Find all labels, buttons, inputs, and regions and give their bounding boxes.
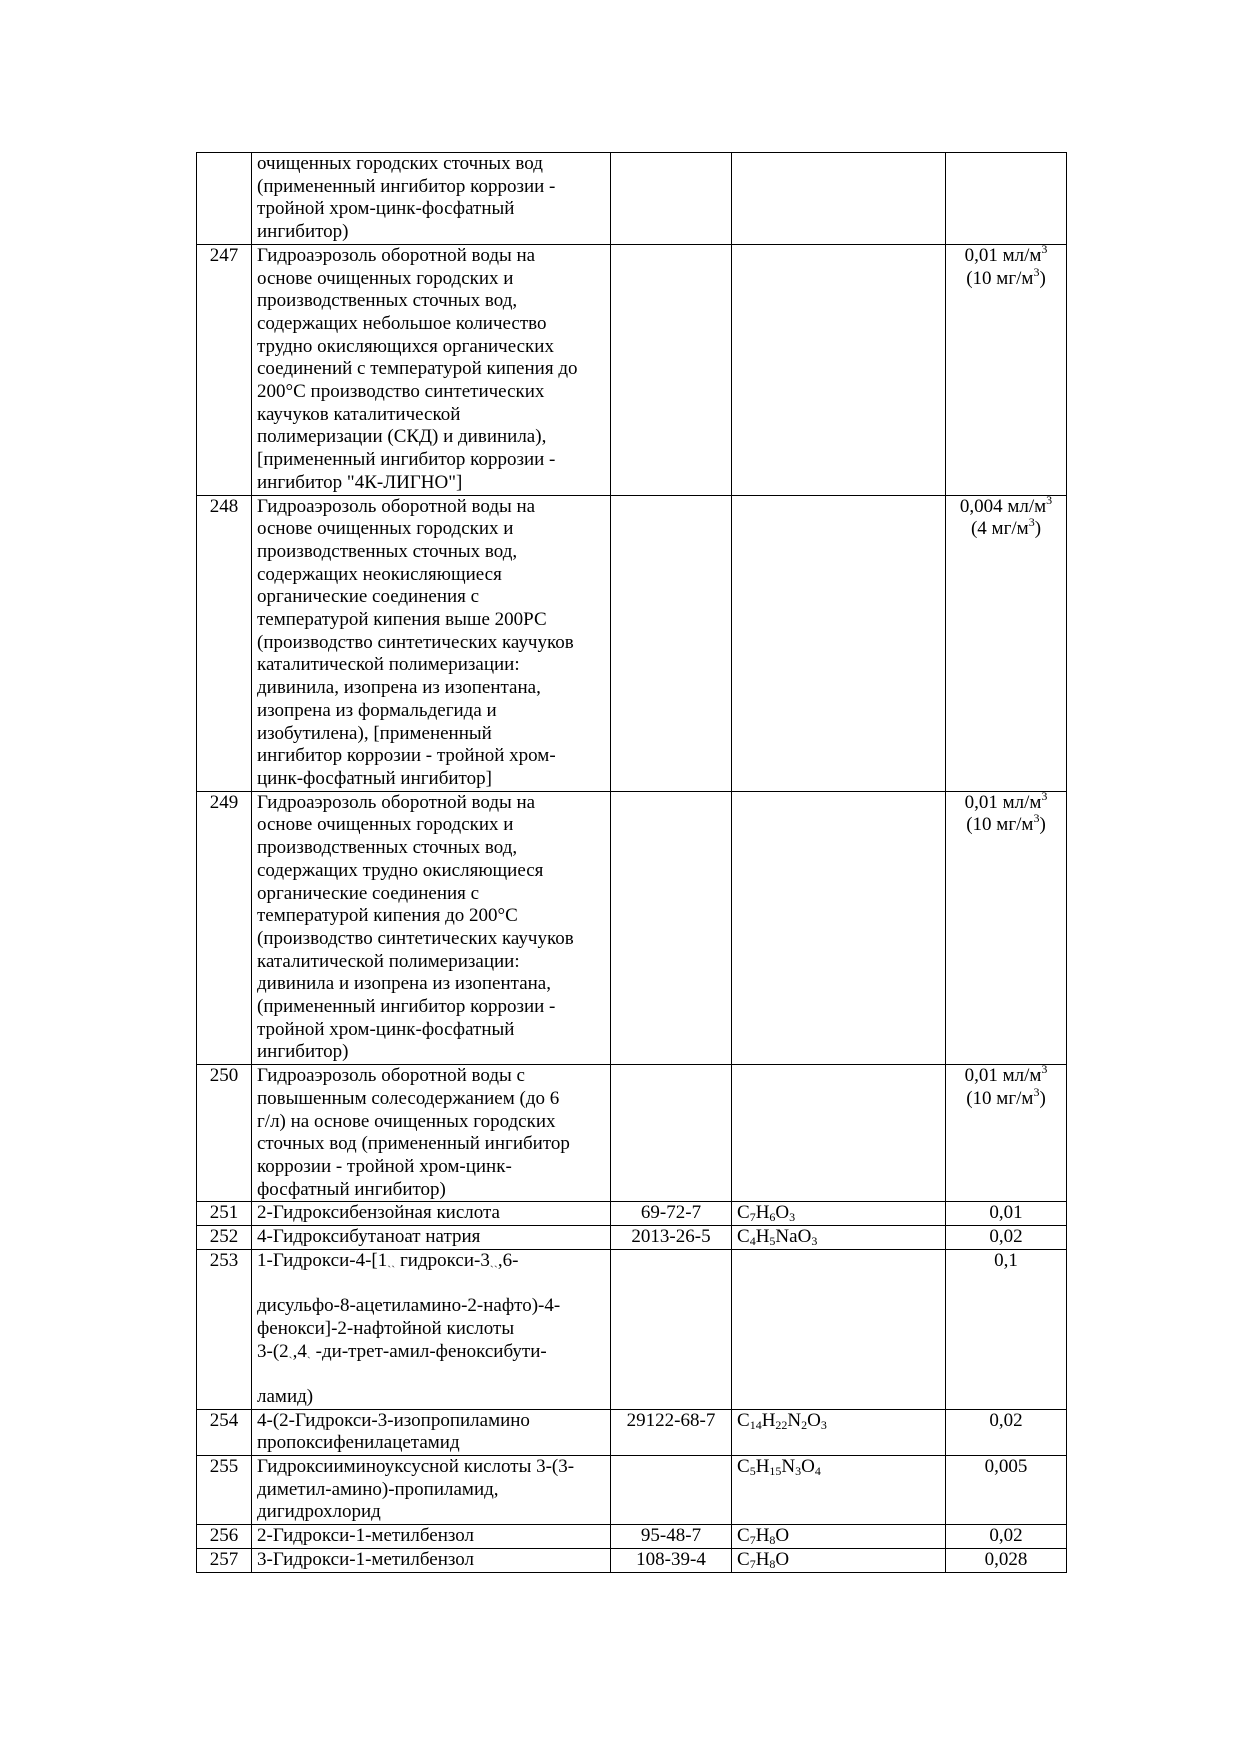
limit-value [946,1525,1067,1549]
name-line: трудно окисляющихся органических [257,335,554,357]
name-line: пропоксифенилацетамид [257,1432,460,1454]
value-line [951,1226,1061,1249]
name-line: коррозии - тройной хром-цинк- [257,1155,512,1177]
text-run: N [781,1456,796,1478]
subscript: 4 [814,1464,821,1479]
name-line: производственных сточных вод, [257,837,518,859]
table-row [197,1548,1067,1572]
chemical-formula [732,1226,946,1250]
table-row [197,244,1067,495]
chemical-formula [732,495,946,791]
subscript: 5 [769,1234,776,1249]
limit-value [946,1548,1067,1572]
text-run: 1-Гидрокси-4-[1 [257,1249,388,1271]
name-line: (производство синтетических каучуков [257,927,574,949]
text-run: NaO [775,1226,812,1248]
text-run: ) [1039,267,1046,289]
text-run: O [775,1548,790,1570]
name-line: дивинила, изопрена из изопентана, [257,677,541,699]
limit-value [946,241,1067,495]
table-row [197,1226,1067,1250]
table-row [197,1202,1067,1226]
row-number: 249 [197,791,252,1064]
text-run: C [737,1202,750,1224]
value-line [951,492,1061,519]
cas-number: 29122-68-7 [611,1409,732,1455]
subscript: 3 [795,1464,802,1479]
text-run: ) [1039,814,1046,836]
subscript: 6 [769,1210,776,1225]
text-run: H [761,1409,776,1431]
value-line [951,1410,1061,1433]
name-line: основе очищенных городских и [257,518,514,540]
name-line: Гидроксииминоуксусной кислоты 3-(3- [257,1456,575,1478]
value-line [951,1202,1061,1225]
name-line: температурой кипения выше 200РС [257,609,547,631]
value-line [951,788,1061,815]
superscript: 3 [1041,241,1048,256]
name-line: дигидрохлорид [257,1501,381,1523]
value-line [951,241,1061,268]
substance-name [252,153,611,245]
superscript: 3 [1028,515,1035,530]
table-row [197,495,1067,791]
text-run: 0,01 [989,1202,1023,1224]
name-line [257,1249,605,1277]
text-run: C [737,1226,750,1248]
name-line: [примененный ингибитор коррозии - [257,449,556,471]
chemical-formula [732,791,946,1064]
row-number: 247 [197,244,252,495]
superscript: 3 [1033,1084,1040,1099]
value-line [951,1525,1061,1548]
limit-value [946,1249,1067,1409]
name-line: производственных сточных вод, [257,290,518,312]
row-number: 256 [197,1525,252,1549]
name-line: 3-Гидрокси-1-метилбензол [257,1548,474,1570]
text-run: O [775,1525,790,1547]
substance-name [252,791,611,1064]
text-run: (4 мг/м [970,518,1029,540]
text-run: (10 мг/м [966,814,1034,836]
text-run: 0,01 мл/м [964,244,1042,266]
name-line: очищенных городских сточных вод [257,153,543,174]
name-line: органические соединения с [257,586,480,608]
limit-value [946,1409,1067,1455]
name-line: соединений с температурой кипения до [257,358,578,380]
chemical-formula [732,244,946,495]
text-run: 3-(2 [257,1340,289,1362]
limit-value [946,153,1067,245]
subscript: 5 [749,1464,756,1479]
substance-name [252,1548,611,1572]
text-run: O [807,1409,821,1431]
text-run: (10 мг/м [966,267,1034,289]
text-run: N [787,1409,802,1431]
table-row [197,1249,1067,1409]
text-run: C [737,1409,750,1431]
value-line [951,1084,1061,1111]
prime-mark: ` [288,1353,293,1368]
cas-number [611,1065,732,1202]
subscript: 3 [820,1417,827,1432]
limit-value [946,492,1067,791]
substance-name [252,1226,611,1250]
name-line: тройной хром-цинк-фосфатный [257,198,515,220]
table-row [197,1525,1067,1549]
name-line [257,1272,605,1295]
name-line: фосфатный ингибитор) [257,1178,446,1200]
name-line: каталитической полимеризации: [257,950,520,972]
text-run: 0,1 [994,1249,1018,1271]
limit-value [946,1202,1067,1226]
name-line: Гидроаэрозоль оборотной воды на [257,244,536,266]
name-line: ингибитор) [257,221,349,243]
chemical-formula [732,1525,946,1549]
subscript: 7 [749,1556,756,1571]
limit-value [946,1226,1067,1250]
text-run: ,4 [292,1340,307,1362]
name-line: г/л) на основе очищенных городских [257,1110,556,1132]
superscript: 3 [1033,811,1040,826]
chemical-formula [732,1249,946,1409]
text-run: ) [1034,518,1042,540]
name-line: 4-Гидроксибутаноат натрия [257,1226,481,1248]
limit-value [946,1062,1067,1202]
subscript: 15 [769,1464,782,1479]
name-line: производственных сточных вод, [257,540,518,562]
value-line [951,1456,1061,1479]
chemical-formula [732,1456,946,1525]
value-line [951,264,1061,291]
text-run: 0,02 [989,1409,1023,1431]
name-line: 2-Гидроксибензойная кислота [257,1202,500,1224]
substance-name [252,1249,611,1409]
text-run: O [801,1456,815,1478]
text-run: C [737,1525,750,1547]
row-number: 252 [197,1226,252,1250]
cas-number [611,495,732,791]
name-line: сточных вод (примененный ингибитор [257,1133,570,1155]
superscript: 3 [1041,788,1048,803]
table-row [197,791,1067,1064]
text-run: H [755,1548,770,1570]
cas-number [611,153,732,245]
chemical-formula [732,1548,946,1572]
value-line [951,1062,1061,1088]
name-line: диметил-амино)-пропиламид, [257,1478,499,1500]
substances-table [196,152,1067,1573]
subscript: 4 [749,1234,756,1249]
name-line: содержащих неокисляющиеся [257,563,502,585]
cas-number: 2013-26-5 [611,1226,732,1250]
text-run: 0,028 [984,1548,1028,1570]
table-row [197,1065,1067,1202]
name-line: фенокси]-2-нафтойной кислоты [257,1317,515,1339]
cas-number [611,1249,732,1409]
cas-number [611,1456,732,1525]
subscript: 8 [769,1556,776,1571]
value-line [951,1250,1061,1273]
row-number: 255 [197,1456,252,1525]
chemical-formula [732,1409,946,1455]
name-line: 2-Гидрокси-1-метилбензол [257,1525,474,1547]
text-run: 0,004 мл/м [959,495,1047,517]
row-number [197,153,252,245]
text-run: H [755,1456,770,1478]
name-line: ингибитор коррозии - тройной хром- [257,745,556,767]
name-line: Гидроаэрозоль оборотной воды на [257,791,536,813]
name-line: Гидроаэрозоль оборотной воды на [257,495,536,517]
text-run: 0,01 мл/м [964,1065,1042,1087]
table-row [197,1456,1067,1525]
name-line: содержащих небольшое количество [257,312,547,334]
name-line: содержащих трудно окисляющиеся [257,859,544,881]
limit-value [946,788,1067,1064]
name-line [257,1340,605,1368]
text-run: H [755,1202,770,1224]
substance-name [252,1202,611,1226]
cas-number: 69-72-7 [611,1202,732,1226]
value-line [951,515,1061,541]
row-number: 257 [197,1548,252,1572]
cas-number: 108-39-4 [611,1548,732,1572]
table-row [197,1409,1067,1455]
prime-mark: `` [387,1262,396,1277]
superscript: 3 [1046,492,1053,507]
subscript: 2 [801,1417,808,1432]
superscript: 3 [1033,264,1040,279]
row-number: 250 [197,1065,252,1202]
superscript: 3 [1041,1062,1048,1077]
substance-name [252,1409,611,1455]
text-run: H [755,1226,770,1248]
limit-value [946,1456,1067,1525]
text-run: 0,01 мл/м [964,791,1042,813]
value-line [951,811,1061,837]
subscript: 14 [749,1417,762,1432]
row-number: 251 [197,1202,252,1226]
chemical-formula [732,1202,946,1226]
text-run: 0,02 [989,1226,1023,1248]
name-line: 4-(2-Гидрокси-3-изопропиламино [257,1409,530,1431]
subscript: 22 [775,1417,788,1432]
value-line [951,1549,1061,1572]
cas-number [611,791,732,1064]
name-line: изобутилена), [примененный [257,722,492,744]
name-line: повышенным солесодержанием (до 6 [257,1087,560,1109]
substance-name [252,244,611,495]
row-number: 253 [197,1249,252,1409]
name-line: каталитической полимеризации: [257,654,520,676]
name-line: (производство синтетических каучуков [257,631,574,653]
name-line: изопрена из формальдегида и [257,699,497,721]
substance-name [252,1065,611,1202]
table-row [197,153,1067,245]
prime-mark: ` [306,1353,311,1368]
name-line: дивинила и изопрена из изопентана, [257,973,551,995]
subscript: 3 [789,1210,796,1225]
name-line: полимеризации (СКД) и дивинила), [257,426,547,448]
name-line: цинк-фосфатный ингибитор] [257,767,492,789]
chemical-formula [732,1065,946,1202]
text-run: H [755,1525,770,1547]
chemical-formula [732,153,946,245]
cas-number: 95-48-7 [611,1525,732,1549]
text-run: 0,005 [984,1456,1028,1478]
text-run: ) [1039,1087,1046,1109]
name-line: ламид) [257,1385,314,1407]
text-run: ,6- [497,1249,519,1271]
name-line: 200°С производство синтетических [257,381,545,403]
subscript: 8 [769,1533,776,1548]
name-line: органические соединения с [257,882,480,904]
name-line: дисульфо-8-ацетиламино-2-нафто)-4- [257,1295,561,1317]
name-line: (примененный ингибитор коррозии - [257,996,556,1018]
name-line: тройной хром-цинк-фосфатный [257,1018,515,1040]
table-body [197,153,1067,1573]
substance-name [252,495,611,791]
name-line: основе очищенных городских и [257,267,514,289]
name-line: (примененный ингибитор коррозии - [257,175,556,197]
name-line: температурой кипения до 200°С [257,905,518,927]
name-line: Гидроаэрозоль оборотной воды с [257,1065,525,1087]
text-run: O [775,1202,790,1224]
prime-mark: `` [489,1262,498,1277]
subscript: 7 [749,1533,756,1548]
text-run: -ди-трет-амил-феноксибути- [310,1340,547,1362]
substance-name [252,1525,611,1549]
name-line: ингибитор "4К-ЛИГНО"] [257,471,463,493]
subscript: 7 [749,1210,756,1225]
row-number: 254 [197,1409,252,1455]
text-run: гидрокси-3 [395,1249,490,1271]
substance-name [252,1456,611,1525]
name-line: основе очищенных городских и [257,814,514,836]
cas-number [611,244,732,495]
row-number: 248 [197,495,252,791]
subscript: 3 [811,1234,818,1249]
name-line: каучуков каталитической [257,403,461,425]
text-run: C [737,1548,750,1570]
text-run: (10 мг/м [966,1087,1034,1109]
text-run: C [737,1456,750,1478]
name-line: ингибитор) [257,1041,349,1063]
text-run: 0,02 [989,1525,1023,1547]
